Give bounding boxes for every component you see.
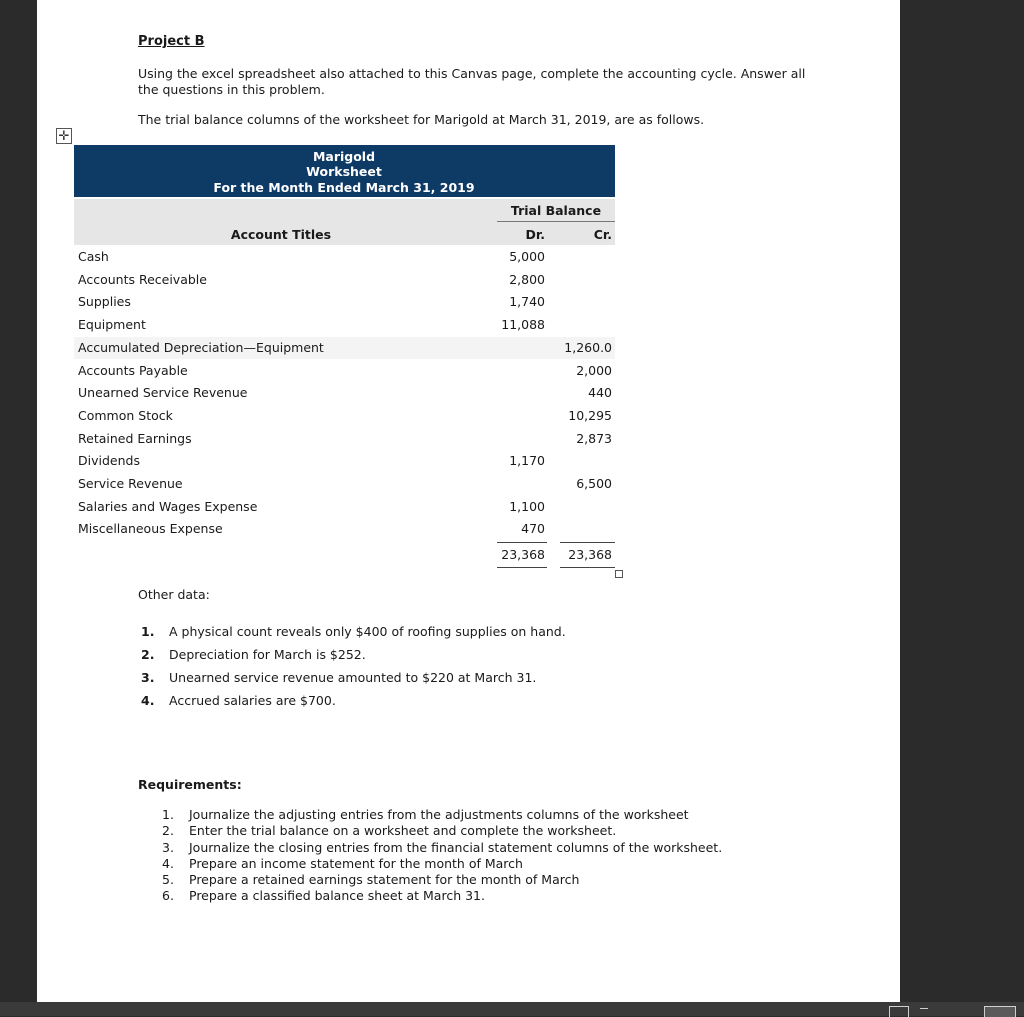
debit-total-underline: [497, 567, 547, 568]
account-name: Service Revenue: [78, 476, 183, 491]
total-debit: 23,368: [501, 547, 545, 562]
credit-value: 6,500: [576, 476, 612, 491]
debit-sum-line: [497, 542, 547, 543]
total-credit: 23,368: [568, 547, 612, 562]
debit-value: 1,170: [509, 453, 545, 469]
account-name: Miscellaneous Expense: [78, 521, 223, 537]
account-name: Retained Earnings: [78, 430, 192, 446]
table-row: [74, 314, 615, 336]
worksheet-name: Worksheet: [306, 164, 382, 179]
debit-value: 5,000: [509, 249, 545, 264]
list-number: 4.: [162, 855, 174, 871]
account-name: Accounts Payable: [78, 362, 188, 378]
debit-value: 470: [521, 521, 545, 537]
list-number: 3.: [141, 670, 155, 685]
account-name: Unearned Service Revenue: [78, 385, 248, 401]
account-name: Accounts Receivable: [78, 271, 207, 287]
credit-value: 2,000: [576, 362, 612, 378]
credit-value: 10,295: [568, 407, 612, 423]
resize-handle[interactable]: [615, 570, 623, 578]
account-name: Common Stock: [78, 407, 173, 423]
account-titles-header: Account Titles: [230, 227, 332, 242]
zoom-out-icon[interactable]: [920, 1008, 928, 1009]
table-row: [74, 382, 615, 404]
intro-text-2: The trial balance columns of the worksheet for Marigold at March 31, 2019, are as follows.: [138, 112, 705, 127]
table-row: [74, 450, 615, 472]
list-number: 1.: [162, 807, 174, 822]
worksheet-period: For the Month Ended March 31, 2019: [213, 180, 475, 195]
move-handle-icon[interactable]: ✛: [56, 128, 72, 144]
table-row: [74, 496, 615, 518]
list-number: 2.: [141, 647, 155, 662]
fit-page-icon[interactable]: [889, 1006, 909, 1017]
list-text: Journalize the closing entries from the financial statement columns of the worksheet.: [189, 839, 723, 855]
credit-sum-line: [560, 542, 615, 543]
list-text: Accrued salaries are $700.: [169, 693, 336, 708]
account-name: Salaries and Wages Expense: [78, 498, 258, 514]
requirements-label: Requirements:: [138, 777, 242, 792]
debit-value: 2,800: [509, 271, 545, 287]
list-number: 1.: [141, 624, 155, 639]
table-row: [74, 360, 615, 382]
table-row: [74, 405, 615, 427]
other-data-label: Other data:: [138, 587, 210, 602]
worksheet-header: [74, 145, 615, 197]
table-row: [74, 246, 615, 268]
list-number: 5.: [162, 872, 174, 888]
trial-balance-label: Trial Balance: [510, 203, 602, 218]
list-text: Prepare a retained earnings statement for the month of March: [189, 872, 580, 888]
debit-value: 1,100: [509, 498, 545, 514]
debit-value: 1,740: [509, 294, 545, 310]
account-name: Supplies: [78, 294, 131, 310]
list-text: Unearned service revenue amounted to $220 at March 31.: [169, 670, 537, 685]
list-text: Enter the trial balance on a worksheet and complete the worksheet.: [189, 823, 617, 839]
table-row: [74, 291, 615, 313]
list-number: 2.: [162, 823, 174, 839]
account-name: Dividends: [78, 453, 140, 469]
credit-header: Cr.: [593, 227, 612, 242]
credit-value: 1,260.0: [564, 339, 612, 355]
credit-value: 2,873: [576, 430, 612, 446]
list-text: A physical count reveals only $400 of roofing supplies on hand.: [169, 624, 566, 639]
list-number: 3.: [162, 839, 174, 855]
page-title: Project B: [138, 34, 205, 49]
account-name: Equipment: [78, 317, 146, 333]
debit-value: 11,088: [501, 317, 545, 333]
worksheet-company: Marigold: [312, 149, 376, 164]
trial-balance-underline: [497, 221, 615, 222]
account-name: Cash: [78, 249, 109, 264]
bottom-toolbar: [0, 1002, 1024, 1016]
list-number: 4.: [141, 693, 155, 708]
table-row: [74, 269, 615, 291]
intro-text: Using the excel spreadsheet also attached to this Canvas page, complete the accounting cycle. Answer all the questions in this problem.: [138, 66, 806, 97]
list-text: Prepare an income statement for the month of March: [189, 855, 523, 871]
list-text: Journalize the adjusting entries from the adjustments columns of the worksheet: [189, 807, 689, 822]
list-text: Depreciation for March is $252.: [169, 647, 366, 662]
debit-header: Dr.: [525, 227, 545, 242]
credit-value: 440: [588, 385, 612, 401]
credit-total-underline: [560, 567, 615, 568]
list-text: Prepare a classified balance sheet at March 31.: [189, 888, 485, 904]
comment-icon[interactable]: [984, 1006, 1016, 1017]
table-row: [74, 337, 615, 359]
table-row: [74, 428, 615, 450]
table-row: [74, 473, 615, 495]
table-row: [74, 518, 615, 540]
account-name: Accumulated Depreciation—Equipment: [78, 339, 324, 355]
list-number: 6.: [162, 888, 174, 904]
